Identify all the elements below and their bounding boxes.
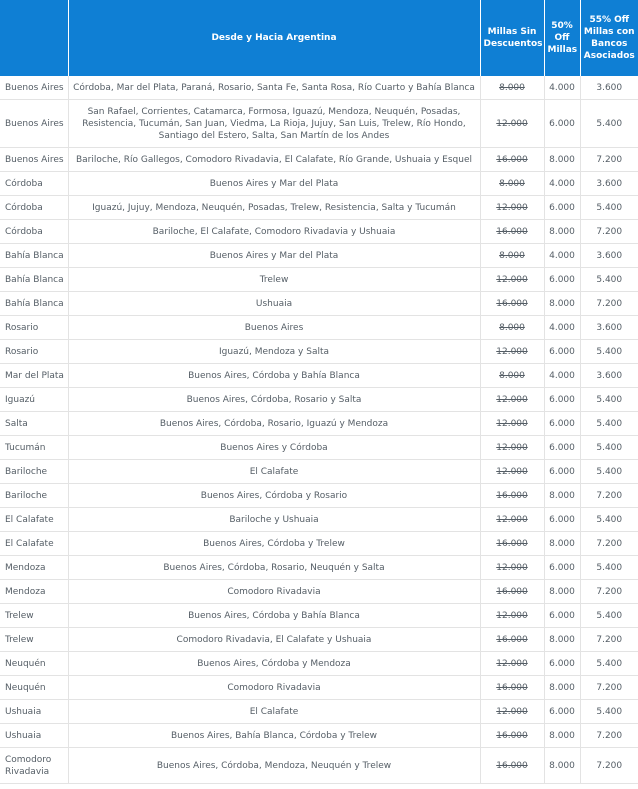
millas-sin-descuentos-cell: 16.000 bbox=[480, 484, 544, 508]
destinations-cell: Comodoro Rivadavia bbox=[68, 580, 480, 604]
table-row bbox=[0, 484, 638, 508]
destinations-cell: Buenos Aires, Córdoba y Bahía Blanca bbox=[68, 364, 480, 388]
table-row bbox=[0, 196, 638, 220]
destinations-cell: Buenos Aires y Mar del Plata bbox=[68, 244, 480, 268]
millas-sin-descuentos-cell: 16.000 bbox=[480, 748, 544, 784]
off-50-cell: 8.000 bbox=[544, 676, 580, 700]
table-row bbox=[0, 556, 638, 580]
off-50-cell: 8.000 bbox=[544, 748, 580, 784]
millas-sin-descuentos-cell: 16.000 bbox=[480, 148, 544, 172]
origin-cell: Bariloche bbox=[0, 484, 68, 508]
table-row bbox=[0, 436, 638, 460]
origin-cell: Córdoba bbox=[0, 220, 68, 244]
off-55-cell: 5.400 bbox=[580, 196, 638, 220]
off-55-cell: 5.400 bbox=[580, 340, 638, 364]
destinations-cell: Buenos Aires, Córdoba, Rosario, Iguazú y Mendoza bbox=[68, 412, 480, 436]
off-55-cell: 5.400 bbox=[580, 436, 638, 460]
table-row bbox=[0, 580, 638, 604]
millas-sin-descuentos-cell: 12.000 bbox=[480, 652, 544, 676]
origin-cell: Mendoza bbox=[0, 556, 68, 580]
origin-cell: El Calafate bbox=[0, 532, 68, 556]
origin-cell: El Calafate bbox=[0, 508, 68, 532]
origin-cell: Bahía Blanca bbox=[0, 292, 68, 316]
origin-cell: Iguazú bbox=[0, 388, 68, 412]
off-50-cell: 6.000 bbox=[544, 700, 580, 724]
off-50-cell: 8.000 bbox=[544, 532, 580, 556]
millas-sin-descuentos-cell: 16.000 bbox=[480, 628, 544, 652]
destinations-cell: Buenos Aires, Córdoba, Rosario y Salta bbox=[68, 388, 480, 412]
off-50-cell: 6.000 bbox=[544, 436, 580, 460]
destinations-cell: Buenos Aires, Córdoba y Rosario bbox=[68, 484, 480, 508]
table-row bbox=[0, 76, 638, 100]
millas-sin-descuentos-cell: 16.000 bbox=[480, 580, 544, 604]
millas-sin-descuentos-cell: 16.000 bbox=[480, 724, 544, 748]
origin-cell: Rosario bbox=[0, 316, 68, 340]
millas-sin-descuentos-cell: 12.000 bbox=[480, 100, 544, 148]
millas-sin-descuentos-cell: 12.000 bbox=[480, 340, 544, 364]
table-row bbox=[0, 532, 638, 556]
table-row bbox=[0, 748, 638, 784]
origin-cell: Comodoro Rivadavia bbox=[0, 748, 68, 784]
header-millas-sin-descuentos: Millas Sin Descuentos bbox=[480, 0, 544, 76]
destinations-cell: Iguazú, Mendoza y Salta bbox=[68, 340, 480, 364]
header-origin bbox=[0, 0, 68, 76]
off-55-cell: 7.200 bbox=[580, 292, 638, 316]
header-destinations: Desde y Hacia Argentina bbox=[68, 0, 480, 76]
table-row bbox=[0, 412, 638, 436]
destinations-cell: El Calafate bbox=[68, 700, 480, 724]
table-row bbox=[0, 652, 638, 676]
table-row bbox=[0, 460, 638, 484]
off-55-cell: 5.400 bbox=[580, 268, 638, 292]
table-row bbox=[0, 268, 638, 292]
off-50-cell: 6.000 bbox=[544, 412, 580, 436]
origin-cell: Trelew bbox=[0, 604, 68, 628]
table-row bbox=[0, 628, 638, 652]
millas-sin-descuentos-cell: 8.000 bbox=[480, 172, 544, 196]
origin-cell: Trelew bbox=[0, 628, 68, 652]
off-50-cell: 8.000 bbox=[544, 724, 580, 748]
off-50-cell: 6.000 bbox=[544, 556, 580, 580]
origin-cell: Bahía Blanca bbox=[0, 268, 68, 292]
origin-cell: Córdoba bbox=[0, 196, 68, 220]
off-55-cell: 3.600 bbox=[580, 316, 638, 340]
off-55-cell: 3.600 bbox=[580, 172, 638, 196]
origin-cell: Mar del Plata bbox=[0, 364, 68, 388]
off-50-cell: 8.000 bbox=[544, 580, 580, 604]
millas-sin-descuentos-cell: 12.000 bbox=[480, 556, 544, 580]
origin-cell: Ushuaia bbox=[0, 724, 68, 748]
destinations-cell: Comodoro Rivadavia bbox=[68, 676, 480, 700]
millas-sin-descuentos-cell: 12.000 bbox=[480, 196, 544, 220]
millas-sin-descuentos-cell: 12.000 bbox=[480, 436, 544, 460]
off-55-cell: 7.200 bbox=[580, 532, 638, 556]
origin-cell: Buenos Aires bbox=[0, 76, 68, 100]
off-50-cell: 6.000 bbox=[544, 196, 580, 220]
origin-cell: Neuquén bbox=[0, 652, 68, 676]
table-row bbox=[0, 220, 638, 244]
off-50-cell: 4.000 bbox=[544, 76, 580, 100]
off-50-cell: 8.000 bbox=[544, 484, 580, 508]
off-55-cell: 5.400 bbox=[580, 460, 638, 484]
off-55-cell: 7.200 bbox=[580, 148, 638, 172]
millas-sin-descuentos-cell: 16.000 bbox=[480, 532, 544, 556]
off-55-cell: 5.400 bbox=[580, 604, 638, 628]
table-row bbox=[0, 724, 638, 748]
off-55-cell: 7.200 bbox=[580, 676, 638, 700]
off-50-cell: 6.000 bbox=[544, 268, 580, 292]
origin-cell: Mendoza bbox=[0, 580, 68, 604]
table-row bbox=[0, 700, 638, 724]
table-header-row bbox=[0, 0, 638, 76]
off-55-cell: 7.200 bbox=[580, 220, 638, 244]
table-row bbox=[0, 244, 638, 268]
millas-sin-descuentos-cell: 8.000 bbox=[480, 244, 544, 268]
origin-cell: Bariloche bbox=[0, 460, 68, 484]
off-50-cell: 6.000 bbox=[544, 508, 580, 532]
off-50-cell: 8.000 bbox=[544, 220, 580, 244]
off-55-cell: 7.200 bbox=[580, 748, 638, 784]
off-55-cell: 5.400 bbox=[580, 700, 638, 724]
off-55-cell: 3.600 bbox=[580, 364, 638, 388]
off-55-cell: 5.400 bbox=[580, 100, 638, 148]
header-50-off: 50% Off Millas bbox=[544, 0, 580, 76]
millas-sin-descuentos-cell: 8.000 bbox=[480, 316, 544, 340]
table-row bbox=[0, 604, 638, 628]
table-body bbox=[0, 76, 638, 784]
millas-sin-descuentos-cell: 12.000 bbox=[480, 700, 544, 724]
off-50-cell: 8.000 bbox=[544, 148, 580, 172]
off-50-cell: 6.000 bbox=[544, 652, 580, 676]
millas-sin-descuentos-cell: 8.000 bbox=[480, 76, 544, 100]
millas-sin-descuentos-cell: 12.000 bbox=[480, 460, 544, 484]
destinations-cell: El Calafate bbox=[68, 460, 480, 484]
table-row bbox=[0, 676, 638, 700]
table-row bbox=[0, 100, 638, 148]
off-55-cell: 3.600 bbox=[580, 76, 638, 100]
destinations-cell: Ushuaia bbox=[68, 292, 480, 316]
millas-sin-descuentos-cell: 12.000 bbox=[480, 604, 544, 628]
table-row bbox=[0, 364, 638, 388]
off-50-cell: 6.000 bbox=[544, 460, 580, 484]
origin-cell: Bahía Blanca bbox=[0, 244, 68, 268]
millas-sin-descuentos-cell: 16.000 bbox=[480, 292, 544, 316]
off-50-cell: 6.000 bbox=[544, 340, 580, 364]
table-row bbox=[0, 388, 638, 412]
millas-sin-descuentos-cell: 8.000 bbox=[480, 364, 544, 388]
destinations-cell: Buenos Aires, Córdoba, Rosario, Neuquén y Salta bbox=[68, 556, 480, 580]
off-50-cell: 4.000 bbox=[544, 172, 580, 196]
destinations-cell: Buenos Aires, Córdoba y Mendoza bbox=[68, 652, 480, 676]
millas-sin-descuentos-cell: 16.000 bbox=[480, 676, 544, 700]
millas-sin-descuentos-cell: 12.000 bbox=[480, 508, 544, 532]
destinations-cell: San Rafael, Corrientes, Catamarca, Formosa, Iguazú, Mendoza, Neuquén, Posadas, Resistencia, Tucumán, San Juan, Viedma, La Rioja, Jujuy, San Luis, Trelew, Río Hondo, Santiago del Estero, Salta, San Martín de los Andes bbox=[68, 100, 480, 148]
off-50-cell: 8.000 bbox=[544, 292, 580, 316]
off-50-cell: 4.000 bbox=[544, 364, 580, 388]
off-55-cell: 5.400 bbox=[580, 652, 638, 676]
destinations-cell: Buenos Aires, Bahía Blanca, Córdoba y Trelew bbox=[68, 724, 480, 748]
off-50-cell: 6.000 bbox=[544, 604, 580, 628]
table-row bbox=[0, 292, 638, 316]
destinations-cell: Comodoro Rivadavia, El Calafate y Ushuaia bbox=[68, 628, 480, 652]
destinations-cell: Buenos Aires bbox=[68, 316, 480, 340]
table-row bbox=[0, 172, 638, 196]
off-55-cell: 7.200 bbox=[580, 628, 638, 652]
destinations-cell: Buenos Aires y Mar del Plata bbox=[68, 172, 480, 196]
off-55-cell: 7.200 bbox=[580, 724, 638, 748]
destinations-cell: Buenos Aires y Córdoba bbox=[68, 436, 480, 460]
origin-cell: Buenos Aires bbox=[0, 100, 68, 148]
millas-sin-descuentos-cell: 12.000 bbox=[480, 268, 544, 292]
origin-cell: Tucumán bbox=[0, 436, 68, 460]
off-55-cell: 3.600 bbox=[580, 244, 638, 268]
origin-cell: Ushuaia bbox=[0, 700, 68, 724]
destinations-cell: Bariloche y Ushuaia bbox=[68, 508, 480, 532]
destinations-cell: Buenos Aires, Córdoba y Trelew bbox=[68, 532, 480, 556]
table-row bbox=[0, 148, 638, 172]
millas-sin-descuentos-cell: 12.000 bbox=[480, 388, 544, 412]
origin-cell: Córdoba bbox=[0, 172, 68, 196]
off-50-cell: 6.000 bbox=[544, 388, 580, 412]
off-55-cell: 7.200 bbox=[580, 580, 638, 604]
millas-sin-descuentos-cell: 12.000 bbox=[480, 412, 544, 436]
off-50-cell: 4.000 bbox=[544, 244, 580, 268]
table-row bbox=[0, 316, 638, 340]
millas-sin-descuentos-cell: 16.000 bbox=[480, 220, 544, 244]
origin-cell: Rosario bbox=[0, 340, 68, 364]
origin-cell: Salta bbox=[0, 412, 68, 436]
off-55-cell: 7.200 bbox=[580, 484, 638, 508]
off-50-cell: 6.000 bbox=[544, 100, 580, 148]
destinations-cell: Córdoba, Mar del Plata, Paraná, Rosario, Santa Fe, Santa Rosa, Río Cuarto y Bahía Blanca bbox=[68, 76, 480, 100]
off-55-cell: 5.400 bbox=[580, 508, 638, 532]
destinations-cell: Trelew bbox=[68, 268, 480, 292]
table-row bbox=[0, 340, 638, 364]
destinations-cell: Iguazú, Jujuy, Mendoza, Neuquén, Posadas, Trelew, Resistencia, Salta y Tucumán bbox=[68, 196, 480, 220]
off-55-cell: 5.400 bbox=[580, 388, 638, 412]
destinations-cell: Bariloche, El Calafate, Comodoro Rivadavia y Ushuaia bbox=[68, 220, 480, 244]
off-50-cell: 8.000 bbox=[544, 628, 580, 652]
destinations-cell: Buenos Aires, Córdoba, Mendoza, Neuquén y Trelew bbox=[68, 748, 480, 784]
header-55-off-bancos: 55% Off Millas con Bancos Asociados bbox=[580, 0, 638, 76]
origin-cell: Neuquén bbox=[0, 676, 68, 700]
destinations-cell: Bariloche, Río Gallegos, Comodoro Rivadavia, El Calafate, Río Grande, Ushuaia y Esquel bbox=[68, 148, 480, 172]
destinations-cell: Buenos Aires, Córdoba y Bahía Blanca bbox=[68, 604, 480, 628]
table-row bbox=[0, 508, 638, 532]
off-55-cell: 5.400 bbox=[580, 556, 638, 580]
off-50-cell: 4.000 bbox=[544, 316, 580, 340]
off-55-cell: 5.400 bbox=[580, 412, 638, 436]
origin-cell: Buenos Aires bbox=[0, 148, 68, 172]
